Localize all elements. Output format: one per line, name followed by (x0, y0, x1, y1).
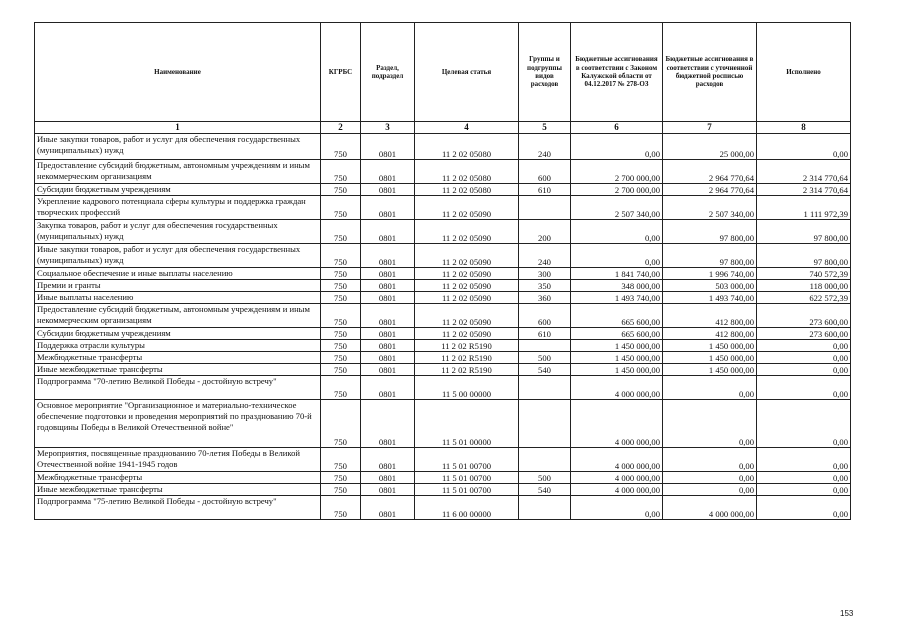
col-header-executed: Исполнено (757, 23, 851, 122)
table-row (35, 195, 851, 219)
cell-name: Мероприятия, посвященные празднованию 70-летия Победы в Великой Отечественной войне 1941-1945 годов (35, 447, 321, 471)
col-header-updated: Бюджетные ассигнования в соответствии с уточненной бюджетной росписью расходов (663, 23, 757, 122)
col-number: 3 (361, 122, 415, 134)
cell-target: 11 6 00 00000 (415, 495, 519, 519)
cell-name: Закупка товаров, работ и услуг для обеспечения государственных (муниципальных) нужд (35, 219, 321, 243)
cell-executed: 0,00 (757, 495, 851, 519)
cell-law: 4 000 000,00 (571, 471, 663, 483)
cell-law: 1 493 740,00 (571, 291, 663, 303)
table-row (35, 133, 851, 159)
col-number: 7 (663, 122, 757, 134)
cell-target: 11 5 00 00000 (415, 375, 519, 399)
cell-name: Подпрограмма "70-летию Великой Победы - достойную встречу" (35, 375, 321, 399)
cell-kgrbs: 750 (321, 243, 361, 267)
table-row (35, 291, 851, 303)
cell-executed: 0,00 (757, 375, 851, 399)
cell-group (519, 339, 571, 351)
cell-target: 11 5 01 00000 (415, 399, 519, 447)
table-row (35, 471, 851, 483)
cell-section: 0801 (361, 243, 415, 267)
col-number: 5 (519, 122, 571, 134)
cell-name: Предоставление субсидий бюджетным, автономным учреждениям и иным некоммерческим организациям (35, 159, 321, 183)
cell-kgrbs: 750 (321, 219, 361, 243)
cell-kgrbs: 750 (321, 363, 361, 375)
table-row (35, 279, 851, 291)
cell-section: 0801 (361, 291, 415, 303)
cell-updated: 1 493 740,00 (663, 291, 757, 303)
cell-group: 540 (519, 483, 571, 495)
cell-target: 11 2 02 05080 (415, 183, 519, 195)
cell-group: 500 (519, 471, 571, 483)
cell-kgrbs: 750 (321, 159, 361, 183)
cell-executed: 0,00 (757, 363, 851, 375)
cell-executed: 97 800,00 (757, 243, 851, 267)
cell-executed: 97 800,00 (757, 219, 851, 243)
table-row (35, 363, 851, 375)
table-row (35, 399, 851, 447)
cell-kgrbs: 750 (321, 447, 361, 471)
cell-kgrbs: 750 (321, 483, 361, 495)
cell-target: 11 2 02 R5190 (415, 339, 519, 351)
cell-group: 240 (519, 133, 571, 159)
cell-name: Субсидии бюджетным учреждениям (35, 327, 321, 339)
cell-group: 600 (519, 303, 571, 327)
cell-kgrbs: 750 (321, 195, 361, 219)
cell-executed: 740 572,39 (757, 267, 851, 279)
cell-section: 0801 (361, 133, 415, 159)
table-row (35, 219, 851, 243)
cell-updated: 0,00 (663, 471, 757, 483)
cell-updated: 2 507 340,00 (663, 195, 757, 219)
cell-law: 1 450 000,00 (571, 351, 663, 363)
cell-section: 0801 (361, 183, 415, 195)
cell-updated: 25 000,00 (663, 133, 757, 159)
cell-updated: 412 800,00 (663, 303, 757, 327)
cell-target: 11 2 02 R5190 (415, 363, 519, 375)
cell-law: 4 000 000,00 (571, 447, 663, 471)
cell-name: Субсидии бюджетным учреждениям (35, 183, 321, 195)
cell-target: 11 2 02 05090 (415, 327, 519, 339)
cell-law: 4 000 000,00 (571, 399, 663, 447)
cell-kgrbs: 750 (321, 183, 361, 195)
cell-target: 11 2 02 05090 (415, 195, 519, 219)
cell-section: 0801 (361, 351, 415, 363)
table-row (35, 267, 851, 279)
cell-kgrbs: 750 (321, 303, 361, 327)
cell-kgrbs: 750 (321, 267, 361, 279)
cell-updated: 2 964 770,64 (663, 159, 757, 183)
col-header-group: Группы и подгруппы видов расходов (519, 23, 571, 122)
cell-law: 0,00 (571, 495, 663, 519)
cell-executed: 0,00 (757, 351, 851, 363)
cell-group: 240 (519, 243, 571, 267)
cell-target: 11 2 02 05080 (415, 159, 519, 183)
cell-target: 11 2 02 05090 (415, 291, 519, 303)
cell-updated: 0,00 (663, 447, 757, 471)
cell-kgrbs: 750 (321, 351, 361, 363)
cell-target: 11 5 01 00700 (415, 483, 519, 495)
cell-section: 0801 (361, 471, 415, 483)
cell-name: Подпрограмма "75-летию Великой Победы - достойную встречу" (35, 495, 321, 519)
cell-executed: 2 314 770,64 (757, 159, 851, 183)
cell-executed: 1 111 972,39 (757, 195, 851, 219)
table-body (35, 133, 851, 519)
cell-kgrbs: 750 (321, 399, 361, 447)
cell-target: 11 2 02 05080 (415, 133, 519, 159)
cell-name: Основное мероприятие "Организационное и материально-техническое обеспечение подготовки и проведения мероприятий по празднованию 70-й годовщины Победы в Великой Отечественной войне" (35, 399, 321, 447)
page-number: 153 (840, 609, 854, 618)
cell-updated: 0,00 (663, 375, 757, 399)
cell-name: Премии и гранты (35, 279, 321, 291)
cell-updated: 2 964 770,64 (663, 183, 757, 195)
col-header-section: Раздел, подраздел (361, 23, 415, 122)
cell-kgrbs: 750 (321, 375, 361, 399)
cell-name: Иные межбюджетные трансферты (35, 483, 321, 495)
cell-kgrbs: 750 (321, 133, 361, 159)
col-header-target: Целевая статья (415, 23, 519, 122)
col-header-kgrbs: КГРБС (321, 23, 361, 122)
cell-updated: 503 000,00 (663, 279, 757, 291)
table-row (35, 327, 851, 339)
col-header-name: Наименование (35, 23, 321, 122)
cell-section: 0801 (361, 267, 415, 279)
cell-law: 2 700 000,00 (571, 159, 663, 183)
table-row (35, 483, 851, 495)
cell-target: 11 2 02 05090 (415, 267, 519, 279)
cell-section: 0801 (361, 339, 415, 351)
cell-executed: 0,00 (757, 483, 851, 495)
column-number-row (35, 122, 851, 134)
cell-updated: 0,00 (663, 399, 757, 447)
col-number: 6 (571, 122, 663, 134)
cell-section: 0801 (361, 483, 415, 495)
cell-updated: 97 800,00 (663, 219, 757, 243)
cell-group: 350 (519, 279, 571, 291)
col-number: 1 (35, 122, 321, 134)
cell-section: 0801 (361, 303, 415, 327)
table-row (35, 447, 851, 471)
cell-law: 665 600,00 (571, 303, 663, 327)
cell-section: 0801 (361, 447, 415, 471)
cell-target: 11 5 01 00700 (415, 471, 519, 483)
cell-law: 0,00 (571, 219, 663, 243)
cell-law: 348 000,00 (571, 279, 663, 291)
cell-executed: 622 572,39 (757, 291, 851, 303)
cell-section: 0801 (361, 195, 415, 219)
cell-updated: 97 800,00 (663, 243, 757, 267)
cell-law: 0,00 (571, 133, 663, 159)
cell-name: Иные закупки товаров, работ и услуг для обеспечения государственных (муниципальных) нужд (35, 133, 321, 159)
cell-section: 0801 (361, 363, 415, 375)
cell-name: Межбюджетные трансферты (35, 351, 321, 363)
cell-kgrbs: 750 (321, 339, 361, 351)
table-row (35, 351, 851, 363)
cell-updated: 0,00 (663, 483, 757, 495)
cell-law: 1 450 000,00 (571, 339, 663, 351)
col-number: 4 (415, 122, 519, 134)
cell-kgrbs: 750 (321, 291, 361, 303)
cell-law: 1 450 000,00 (571, 363, 663, 375)
cell-group: 360 (519, 291, 571, 303)
cell-name: Социальное обеспечение и иные выплаты населению (35, 267, 321, 279)
cell-law: 2 700 000,00 (571, 183, 663, 195)
cell-target: 11 2 02 05090 (415, 279, 519, 291)
cell-executed: 118 000,00 (757, 279, 851, 291)
cell-name: Иные закупки товаров, работ и услуг для обеспечения государственных (муниципальных) нужд (35, 243, 321, 267)
cell-target: 11 2 02 05090 (415, 243, 519, 267)
cell-executed: 0,00 (757, 133, 851, 159)
cell-name: Предоставление субсидий бюджетным, автономным учреждениям и иным некоммерческим организациям (35, 303, 321, 327)
cell-name: Поддержка отрасли культуры (35, 339, 321, 351)
cell-section: 0801 (361, 495, 415, 519)
budget-table (34, 22, 851, 520)
cell-executed: 273 600,00 (757, 303, 851, 327)
cell-kgrbs: 750 (321, 471, 361, 483)
cell-law: 665 600,00 (571, 327, 663, 339)
cell-section: 0801 (361, 399, 415, 447)
cell-executed: 273 600,00 (757, 327, 851, 339)
table-row (35, 375, 851, 399)
cell-group: 540 (519, 363, 571, 375)
cell-updated: 1 450 000,00 (663, 363, 757, 375)
cell-target: 11 2 02 R5190 (415, 351, 519, 363)
cell-executed: 0,00 (757, 447, 851, 471)
cell-group (519, 399, 571, 447)
cell-section: 0801 (361, 327, 415, 339)
cell-law: 2 507 340,00 (571, 195, 663, 219)
cell-updated: 412 800,00 (663, 327, 757, 339)
document-page (34, 22, 850, 520)
cell-law: 0,00 (571, 243, 663, 267)
cell-group (519, 495, 571, 519)
cell-law: 4 000 000,00 (571, 483, 663, 495)
cell-target: 11 2 02 05090 (415, 303, 519, 327)
cell-target: 11 2 02 05090 (415, 219, 519, 243)
cell-section: 0801 (361, 279, 415, 291)
table-row (35, 495, 851, 519)
cell-updated: 1 996 740,00 (663, 267, 757, 279)
cell-executed: 0,00 (757, 399, 851, 447)
cell-name: Иные выплаты населению (35, 291, 321, 303)
cell-name: Межбюджетные трансферты (35, 471, 321, 483)
cell-group: 200 (519, 219, 571, 243)
cell-group: 500 (519, 351, 571, 363)
table-row (35, 243, 851, 267)
cell-updated: 1 450 000,00 (663, 339, 757, 351)
cell-group: 600 (519, 159, 571, 183)
cell-updated: 4 000 000,00 (663, 495, 757, 519)
cell-law: 4 000 000,00 (571, 375, 663, 399)
cell-law: 1 841 740,00 (571, 267, 663, 279)
header-row (35, 23, 851, 122)
table-row (35, 159, 851, 183)
cell-section: 0801 (361, 219, 415, 243)
cell-target: 11 5 01 00700 (415, 447, 519, 471)
col-header-law: Бюджетные ассигнования в соответствии с Законом Калужской области от 04.12.2017 № 278-ОЗ (571, 23, 663, 122)
cell-kgrbs: 750 (321, 495, 361, 519)
table-row (35, 183, 851, 195)
table-row (35, 339, 851, 351)
table-row (35, 303, 851, 327)
cell-executed: 0,00 (757, 339, 851, 351)
cell-section: 0801 (361, 375, 415, 399)
cell-group (519, 195, 571, 219)
col-number: 8 (757, 122, 851, 134)
cell-executed: 0,00 (757, 471, 851, 483)
cell-group: 300 (519, 267, 571, 279)
cell-name: Укрепление кадрового потенциала сферы культуры и поддержка граждан творческих профессий (35, 195, 321, 219)
cell-updated: 1 450 000,00 (663, 351, 757, 363)
cell-executed: 2 314 770,64 (757, 183, 851, 195)
cell-group (519, 447, 571, 471)
cell-section: 0801 (361, 159, 415, 183)
cell-kgrbs: 750 (321, 279, 361, 291)
cell-group (519, 375, 571, 399)
cell-group: 610 (519, 327, 571, 339)
cell-kgrbs: 750 (321, 327, 361, 339)
cell-group: 610 (519, 183, 571, 195)
cell-name: Иные межбюджетные трансферты (35, 363, 321, 375)
col-number: 2 (321, 122, 361, 134)
